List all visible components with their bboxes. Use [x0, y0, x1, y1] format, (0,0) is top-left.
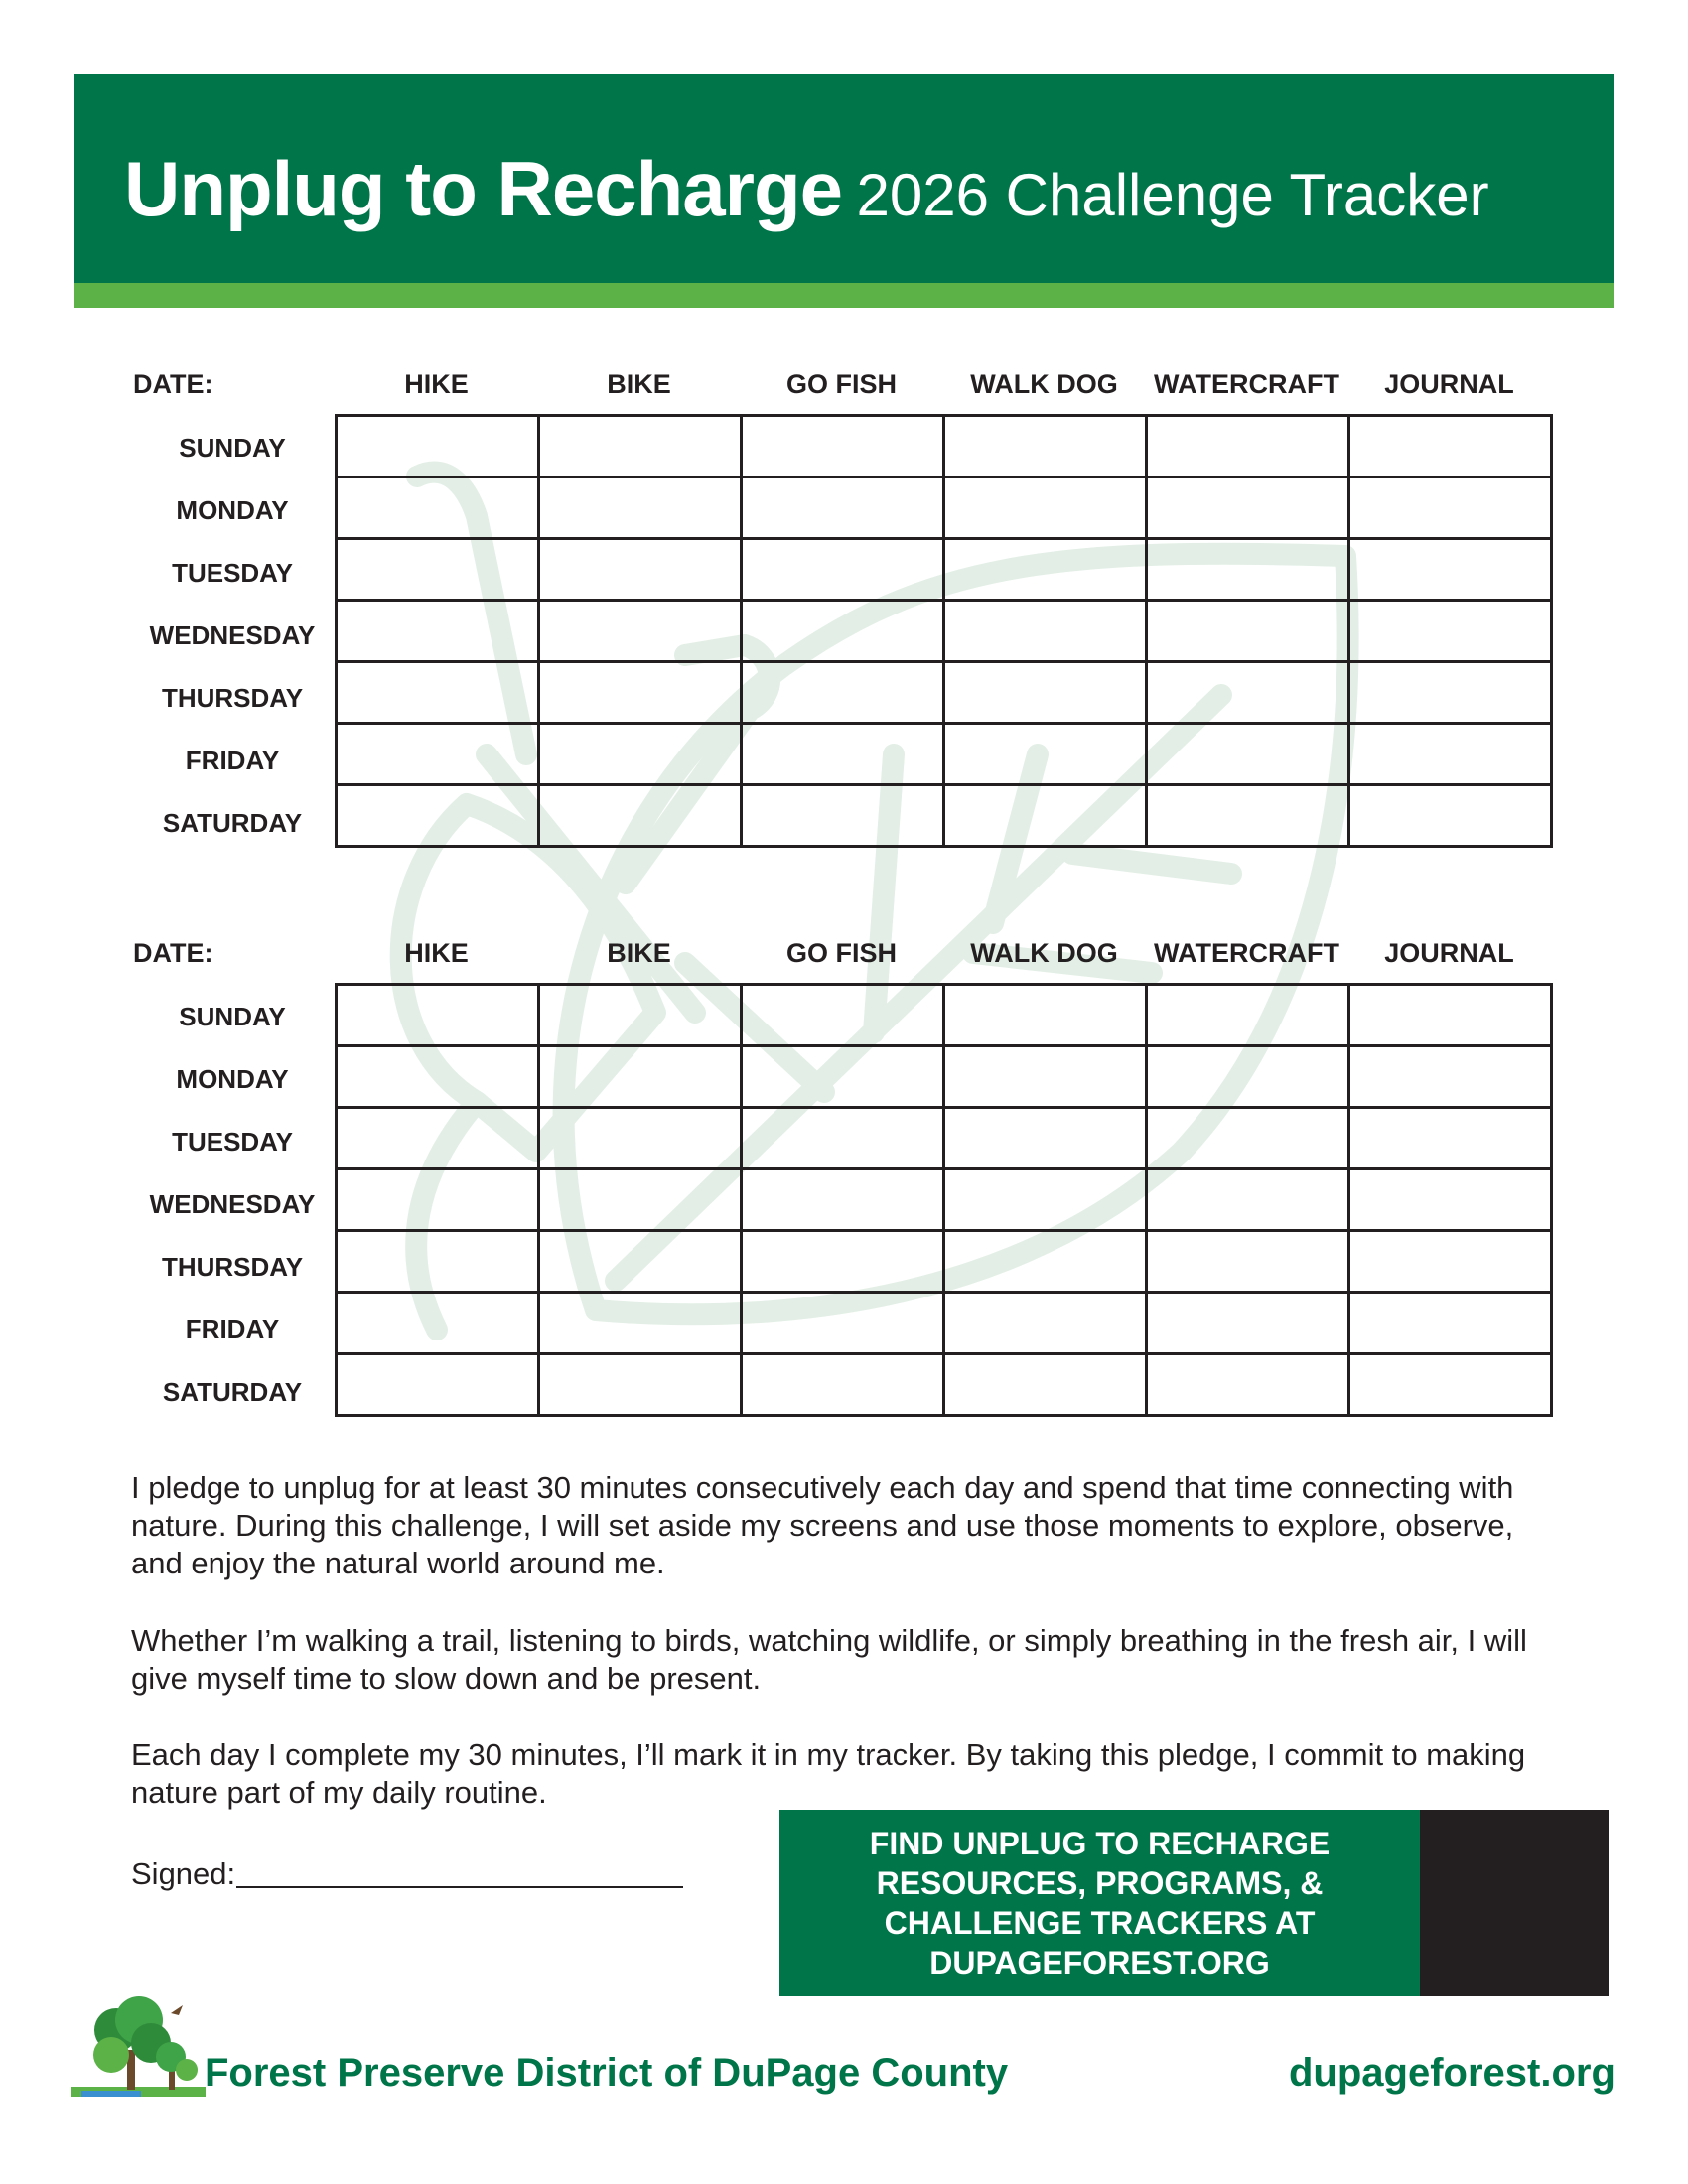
find-line: DUPAGEFOREST.ORG	[929, 1945, 1270, 1980]
checkbox-cell[interactable]	[944, 1169, 1147, 1231]
day-label-saturday: SATURDAY	[162, 808, 303, 838]
checkbox-cell[interactable]	[1147, 662, 1349, 724]
column-header-bike: BIKE	[607, 938, 671, 968]
checkbox-cell[interactable]	[944, 416, 1147, 478]
day-label-friday: FRIDAY	[185, 746, 280, 775]
checkbox-cell[interactable]	[337, 1108, 539, 1169]
date-label: DATE:	[133, 938, 213, 968]
qr-placeholder-block	[1420, 1810, 1609, 1996]
checkbox-cell[interactable]	[944, 601, 1147, 662]
title-main: Unplug to Recharge	[124, 145, 843, 232]
column-header-bike: BIKE	[607, 369, 671, 399]
tracker-row	[337, 601, 1552, 662]
checkbox-cell[interactable]	[539, 416, 742, 478]
checkbox-cell[interactable]	[742, 1293, 944, 1354]
checkbox-cell[interactable]	[1147, 1231, 1349, 1293]
checkbox-cell[interactable]	[1349, 416, 1552, 478]
checkbox-cell[interactable]	[539, 724, 742, 785]
checkbox-cell[interactable]	[539, 785, 742, 847]
tracker-row	[337, 662, 1552, 724]
find-line: RESOURCES, PROGRAMS, &	[876, 1865, 1324, 1901]
checkbox-cell[interactable]	[944, 539, 1147, 601]
column-header-watercraft: WATERCRAFT	[1154, 369, 1339, 399]
checkbox-cell[interactable]	[539, 478, 742, 539]
checkbox-cell[interactable]	[1147, 1046, 1349, 1108]
day-label-thursday: THURSDAY	[161, 683, 304, 713]
checkbox-cell[interactable]	[539, 1108, 742, 1169]
checkbox-cell[interactable]	[944, 662, 1147, 724]
checkbox-cell[interactable]	[1349, 985, 1552, 1046]
day-label-sunday: SUNDAY	[179, 433, 286, 463]
tracker-row	[337, 724, 1552, 785]
column-header-journal: JOURNAL	[1384, 369, 1514, 399]
checkbox-cell[interactable]	[944, 1046, 1147, 1108]
checkbox-cell[interactable]	[337, 985, 539, 1046]
checkbox-cell[interactable]	[742, 662, 944, 724]
checkbox-cell[interactable]	[539, 1293, 742, 1354]
checkbox-cell[interactable]	[337, 478, 539, 539]
checkbox-cell[interactable]	[1147, 785, 1349, 847]
checkbox-cell[interactable]	[944, 1108, 1147, 1169]
checkbox-cell[interactable]	[539, 662, 742, 724]
tracker-grid	[335, 414, 1553, 848]
tracker-row	[337, 416, 1552, 478]
checkbox-cell[interactable]	[337, 1169, 539, 1231]
checkbox-cell[interactable]	[539, 1231, 742, 1293]
checkbox-cell[interactable]	[1349, 539, 1552, 601]
day-label-monday: MONDAY	[176, 495, 289, 525]
checkbox-cell[interactable]	[539, 1046, 742, 1108]
checkbox-cell[interactable]	[1349, 1231, 1552, 1293]
checkbox-cell[interactable]	[1349, 1293, 1552, 1354]
checkbox-cell[interactable]	[1147, 601, 1349, 662]
checkbox-cell[interactable]	[742, 1108, 944, 1169]
tracker-row	[337, 1046, 1552, 1108]
signature-line[interactable]	[236, 1886, 683, 1888]
signed-label: Signed:	[131, 1856, 236, 1891]
checkbox-cell[interactable]	[337, 601, 539, 662]
column-header-hike: HIKE	[404, 938, 469, 968]
column-header-walk-dog: WALK DOG	[970, 369, 1118, 399]
find-resources-box	[779, 1810, 1420, 1996]
checkbox-cell[interactable]	[539, 601, 742, 662]
checkbox-cell[interactable]	[944, 1293, 1147, 1354]
date-label: DATE:	[133, 369, 213, 399]
day-label-tuesday: TUESDAY	[172, 1127, 293, 1157]
checkbox-cell[interactable]	[1349, 1108, 1552, 1169]
checkbox-cell[interactable]	[337, 1231, 539, 1293]
tracker-row	[337, 985, 1552, 1046]
tracker-row	[337, 1293, 1552, 1354]
checkbox-cell[interactable]	[1147, 478, 1349, 539]
day-label-sunday: SUNDAY	[179, 1002, 286, 1031]
tracker-row	[337, 478, 1552, 539]
checkbox-cell[interactable]	[337, 1293, 539, 1354]
day-label-tuesday: TUESDAY	[172, 558, 293, 588]
day-label-friday: FRIDAY	[185, 1314, 280, 1344]
checkbox-cell[interactable]	[944, 478, 1147, 539]
checkbox-cell[interactable]	[1147, 1108, 1349, 1169]
checkbox-cell[interactable]	[337, 1354, 539, 1416]
checkbox-cell[interactable]	[1147, 1293, 1349, 1354]
checkbox-cell[interactable]	[1147, 724, 1349, 785]
checkbox-cell[interactable]	[1349, 478, 1552, 539]
checkbox-cell[interactable]	[944, 1231, 1147, 1293]
checkbox-cell[interactable]	[337, 785, 539, 847]
checkbox-cell[interactable]	[742, 985, 944, 1046]
column-header-go-fish: GO FISH	[785, 369, 897, 399]
checkbox-cell[interactable]	[1349, 662, 1552, 724]
checkbox-cell[interactable]	[944, 785, 1147, 847]
checkbox-cell[interactable]	[1349, 785, 1552, 847]
checkbox-cell[interactable]	[742, 1354, 944, 1416]
checkbox-cell[interactable]	[1147, 1354, 1349, 1416]
tracker-row	[337, 1231, 1552, 1293]
checkbox-cell[interactable]	[1147, 1169, 1349, 1231]
checkbox-cell[interactable]	[742, 478, 944, 539]
tracker-row	[337, 539, 1552, 601]
day-label-monday: MONDAY	[176, 1064, 289, 1094]
checkbox-cell[interactable]	[539, 539, 742, 601]
day-label-wednesday: WEDNESDAY	[149, 1189, 316, 1219]
checkbox-cell[interactable]	[1147, 985, 1349, 1046]
day-label-saturday: SATURDAY	[162, 1377, 303, 1407]
column-header-hike: HIKE	[404, 369, 469, 399]
checkbox-cell[interactable]	[742, 1169, 944, 1231]
checkbox-cell[interactable]	[1147, 539, 1349, 601]
checkbox-cell[interactable]	[1147, 416, 1349, 478]
tracker-row	[337, 1108, 1552, 1169]
checkbox-cell[interactable]	[742, 785, 944, 847]
page-title	[124, 144, 1489, 234]
checkbox-cell[interactable]	[944, 724, 1147, 785]
tracker-grid	[335, 983, 1553, 1417]
tracker-row	[337, 1354, 1552, 1416]
checkbox-cell[interactable]	[337, 724, 539, 785]
checkbox-cell[interactable]	[742, 416, 944, 478]
checkbox-cell[interactable]	[742, 601, 944, 662]
checkbox-cell[interactable]	[539, 985, 742, 1046]
checkbox-cell[interactable]	[337, 416, 539, 478]
checkbox-cell[interactable]	[1349, 1046, 1552, 1108]
find-line: CHALLENGE TRACKERS AT	[884, 1905, 1316, 1941]
checkbox-cell[interactable]	[1349, 724, 1552, 785]
tracker-row	[337, 785, 1552, 847]
checkbox-cell[interactable]	[1349, 1169, 1552, 1231]
checkbox-cell[interactable]	[539, 1354, 742, 1416]
checkbox-cell[interactable]	[539, 1169, 742, 1231]
column-header-walk-dog: WALK DOG	[970, 938, 1118, 968]
title-subtitle: 2026 Challenge Tracker	[856, 162, 1489, 228]
checkbox-cell[interactable]	[742, 1046, 944, 1108]
checkbox-cell[interactable]	[337, 539, 539, 601]
checkbox-cell[interactable]	[337, 662, 539, 724]
checkbox-cell[interactable]	[742, 724, 944, 785]
find-resources-text	[870, 1824, 1330, 1982]
checkbox-cell[interactable]	[337, 1046, 539, 1108]
day-label-wednesday: WEDNESDAY	[149, 620, 316, 650]
pledge-paragraph-1: I pledge to unplug for at least 30 minutes consecutively each day and spend that time connecting with nature. During this challenge, I will set aside my screens and use those moments to explore, observe, and enjoy the natural world around me.	[131, 1470, 1514, 1580]
column-header-go-fish: GO FISH	[785, 938, 897, 968]
checkbox-cell[interactable]	[944, 1354, 1147, 1416]
checkbox-cell[interactable]	[1349, 1354, 1552, 1416]
column-header-journal: JOURNAL	[1384, 938, 1514, 968]
website-link[interactable]: dupageforest.org	[1289, 2051, 1616, 2095]
header-stripe	[74, 283, 1614, 308]
pledge-paragraph-2: Whether I’m walking a trail, listening to birds, watching wildlife, or simply breathing in the fresh air, I will give myself time to slow down and be present.	[131, 1623, 1527, 1696]
find-line: FIND UNPLUG TO RECHARGE	[869, 1826, 1331, 1861]
checkbox-cell[interactable]	[944, 985, 1147, 1046]
district-name: Forest Preserve District of DuPage County	[205, 2051, 1009, 2095]
header-banner	[74, 74, 1614, 283]
column-header-watercraft: WATERCRAFT	[1154, 938, 1339, 968]
checkbox-cell[interactable]	[742, 1231, 944, 1293]
day-label-thursday: THURSDAY	[161, 1252, 304, 1282]
tracker-row	[337, 1169, 1552, 1231]
tree-logo-icon	[71, 1995, 206, 2105]
checkbox-cell[interactable]	[742, 539, 944, 601]
checkbox-cell[interactable]	[1349, 601, 1552, 662]
pledge-paragraph-3: Each day I complete my 30 minutes, I’ll mark it in my tracker. By taking this pledge, I commit to making nature part of my daily routine.	[131, 1737, 1526, 1810]
